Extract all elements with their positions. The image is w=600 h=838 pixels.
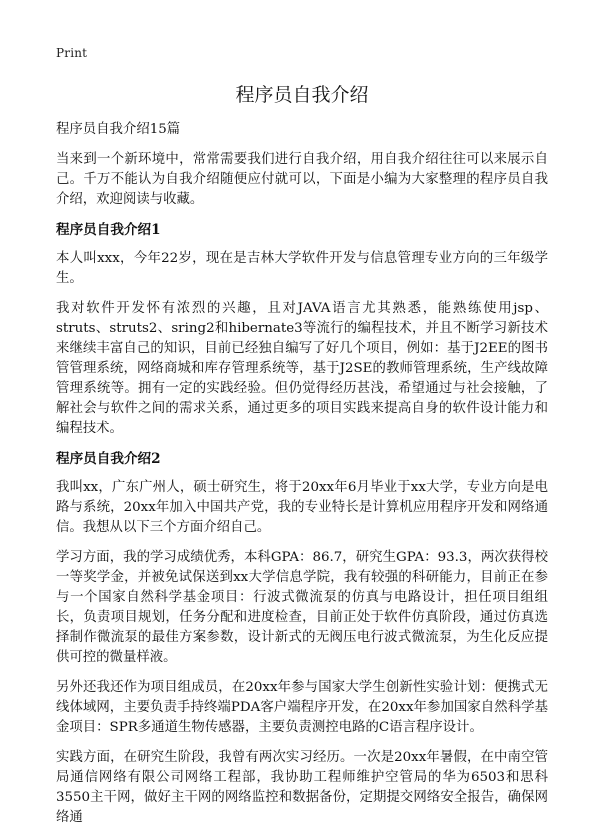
- paragraph: 实践方面，在研究生阶段，我曾有两次实习经历。一次是20xx年暑假，在中南空管局通信网络有限公司网络工程部，我协助工程师维护空管局的华为6503和思科3550主干网，做好主干网的网络监控和数据备份，定期提交网络安全报告，确保网络通: [56, 750, 548, 825]
- paragraph: 我叫xx，广东广州人，硕士研究生，将于20xx年6月毕业于xx大学，专业方向是电路与系统，20xx年加入中国共产党，我的专业特长是计算机应用程序开发和网络通信。我想从以下三个方面介绍自己。: [56, 480, 548, 535]
- paragraph: 本人叫xxx，今年22岁，现在是吉林大学软件开发与信息管理专业方向的三年级学生。: [56, 251, 548, 286]
- paragraph: 另外还我还作为项目组成员，在20xx年参与国家大学生创新性实验计划：便携式无线体域网，主要负责手持终端PDA客户端程序开发，在20xx年参加国家自然科学基金项目：SPR多通道生物传感器，主要负责测控电路的C语言程序设计。: [56, 680, 548, 735]
- paragraph: 学习方面，我的学习成绩优秀，本科GPA：86.7，研究生GPA：93.3，两次获得校一等奖学金，并被免试保送到xx大学信息学院，我有较强的科研能力，目前正在参与一个国家自然科学基金项目：行波式微流泵的仿真与电路设计，担任项目组组长，负责项目规划，任务分配和进度检查，目前正处于软件仿真阶段，通过仿真选择制作微流泵的最佳方案参数，设计新式的无阀压电行波式微流泵，为生化反应提供可控的微量样液。: [56, 550, 549, 665]
- document-body: [56, 120, 548, 838]
- section-heading: 程序员自我介绍2: [56, 451, 161, 467]
- section-heading: 程序员自我介绍1: [56, 222, 161, 238]
- page-title: 程序员自我介绍: [235, 84, 369, 106]
- intro-paragraph: 当来到一个新环境中，常常需要我们进行自我介绍，用自我介绍往往可以来展示自己。千万不能认为自我介绍随便应付就可以，下面是小编为大家整理的程序员自我介绍，欢迎阅读与收藏。: [56, 152, 548, 207]
- paragraph: 我对软件开发怀有浓烈的兴趣，且对JAVA语言尤其熟悉，能熟练使用jsp、struts、struts2、sring2和hibernate3等流行的编程技术，并且不断学习新技术来继续丰富自己的知识，目前已经独自编写了好几个项目，例如：基于J2EE的图书管管理系统，网络商城和库存管理系统等，基于J2SE的教师管理系统，生产线故障管理系统等。拥有一定的实践经验。但仍觉得经历甚浅，希望通过与社会接触，了解社会与软件之间的需求关系，通过更多的项目实践来提高自身的软件设计能力和编程技术。: [56, 301, 548, 436]
- print-label: Print: [56, 46, 88, 60]
- document-subtitle: 程序员自我介绍15篇: [56, 122, 181, 137]
